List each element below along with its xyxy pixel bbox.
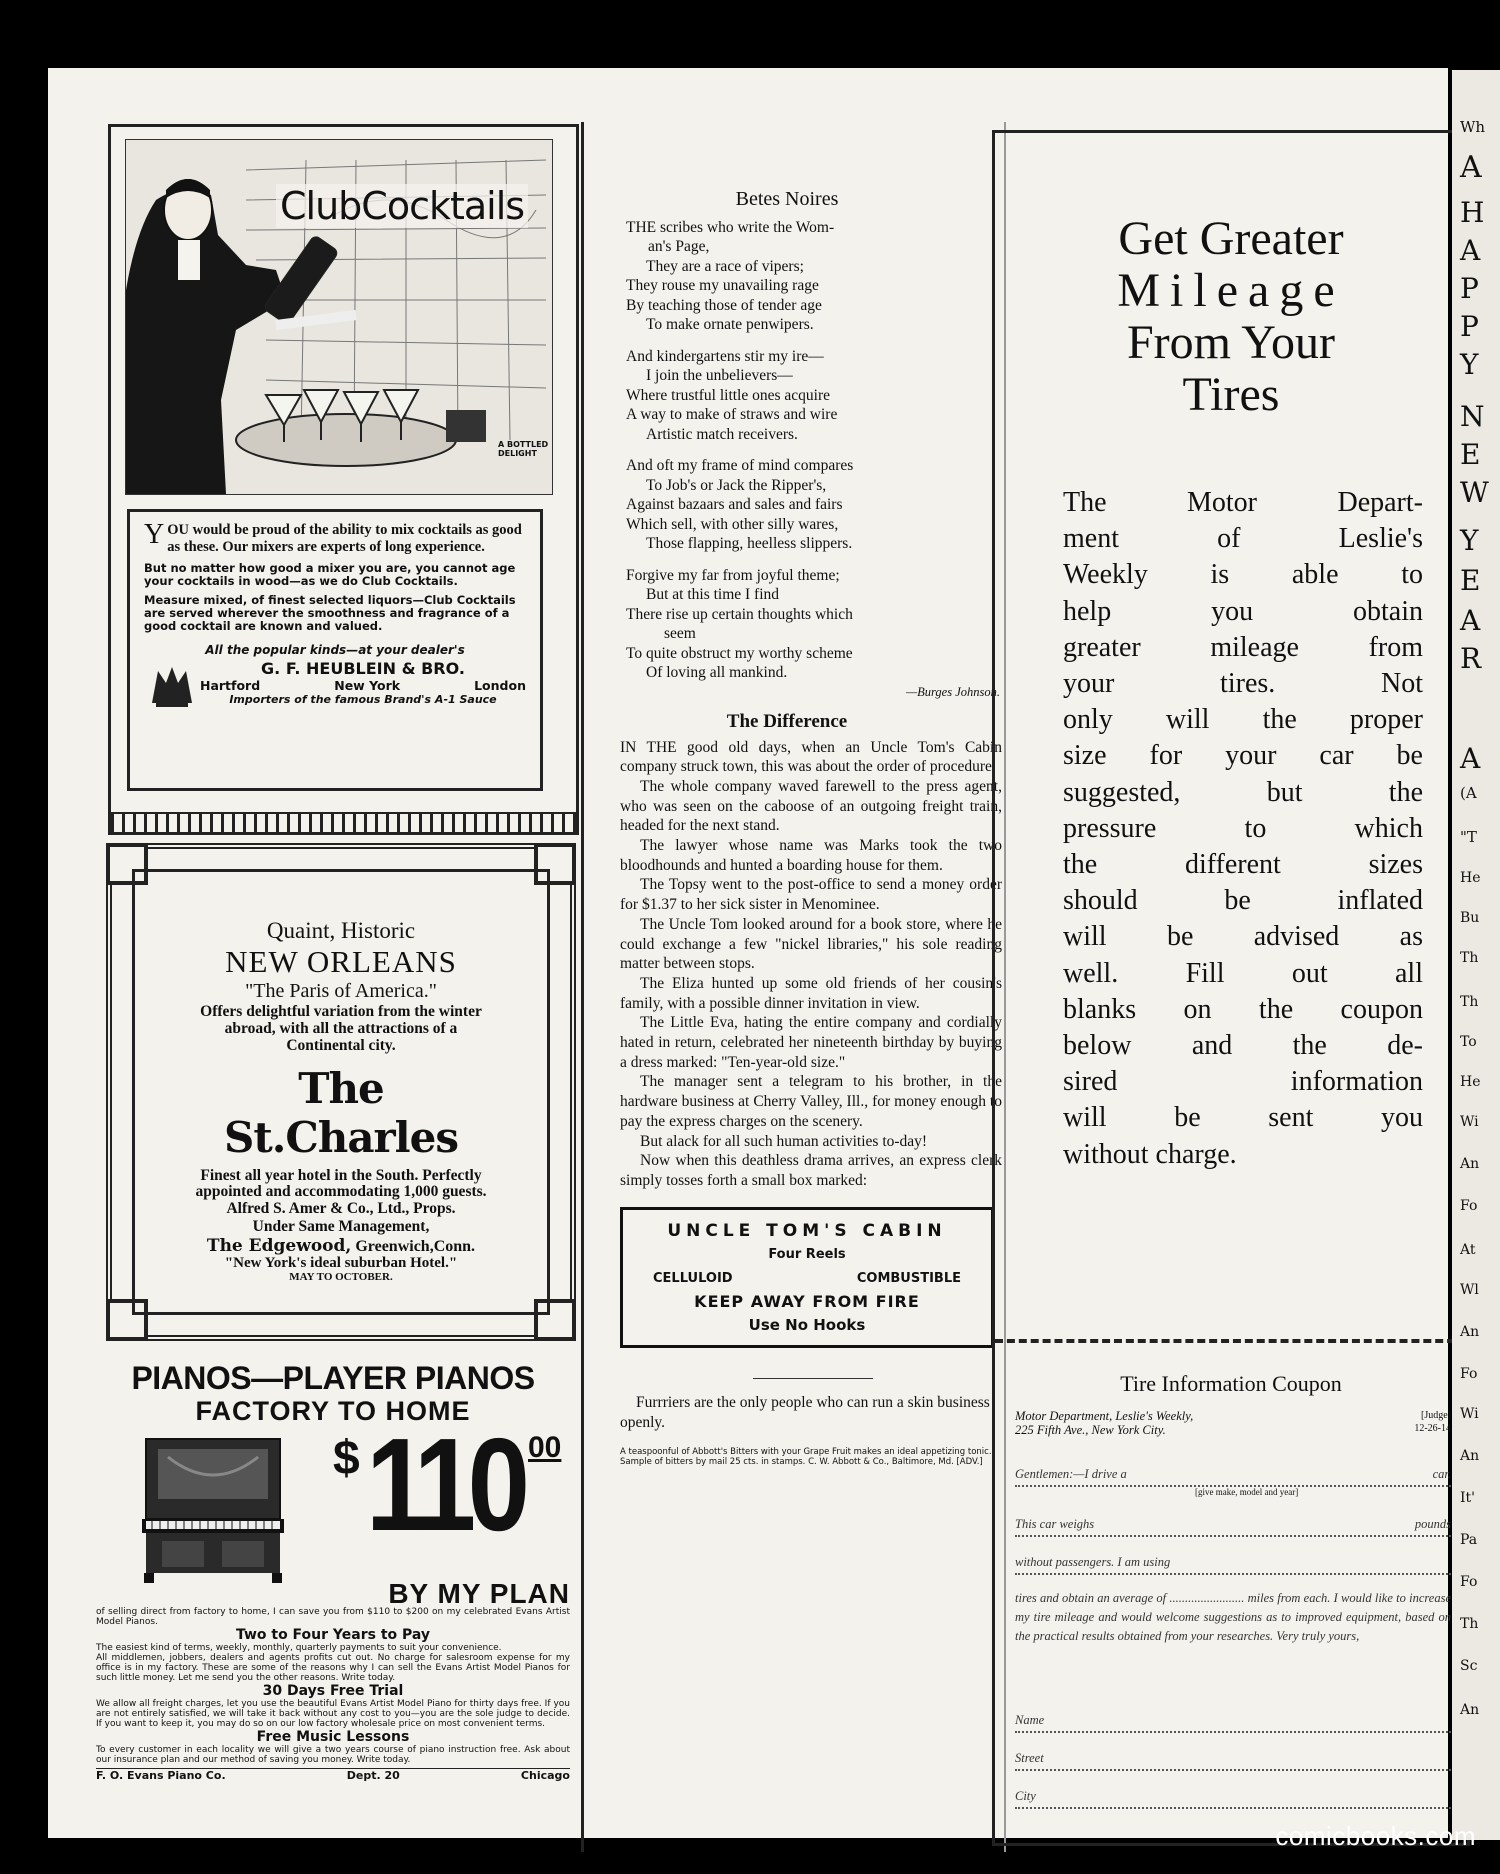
pounds-label: pounds: [1414, 1517, 1451, 1531]
adjacent-text: He: [1460, 1074, 1481, 1090]
club-city-newyork: New York: [334, 678, 401, 693]
adjacent-text: A: [1460, 234, 1481, 267]
poem-stanza: [626, 347, 1006, 445]
poem-line: But at this time I find: [646, 586, 780, 603]
piano-headline2: FACTORY TO HOME: [195, 1396, 471, 1426]
headline-line: Get Greater: [1118, 212, 1344, 265]
city-label: City: [1015, 1789, 1036, 1803]
body-line: well. Fill out all: [1063, 957, 1423, 989]
coupon-ref2: 12-26-14: [1414, 1423, 1451, 1434]
bottled-delight-label: A BOTTLED DELIGHT: [498, 440, 549, 458]
article-paragraph: The manager sent a telegram to his brother, in the hardware business at Cherry Valley, Ill., for money enough to pay the express charges on the scenery.: [620, 1073, 1002, 1130]
watermark: comicbooks.com: [1275, 1821, 1476, 1851]
adjacent-text: To: [1460, 1034, 1477, 1050]
abbott-ad: A teaspoonful of Abbott's Bitters with your Grape Fruit makes an ideal appetizing tonic. Sample of bitters by mail 25 cts. in stamps. C. W. Abbott & Co., Baltimore, Md. [ADV.]: [620, 1447, 992, 1467]
poem-line: Those flapping, heelless slippers.: [646, 535, 853, 552]
body-line: size for your car be: [1063, 740, 1423, 772]
adjacent-text: E: [1460, 564, 1481, 597]
coupon-cut-line: [995, 1339, 1467, 1343]
poem-line: By teaching those of tender age: [626, 296, 822, 314]
adjacent-text: Sc: [1460, 1658, 1478, 1674]
poem-stanza: [626, 218, 1006, 335]
poem-line: A way to make of straws and wire: [626, 406, 838, 423]
poem-line: To Job's or Jack the Ripper's,: [646, 476, 827, 494]
poem-stanza: [626, 566, 1006, 683]
body-line: suggested, but the: [1063, 776, 1423, 808]
adjacent-text: Th: [1460, 1616, 1479, 1632]
poem: [568, 218, 1006, 683]
adjacent-text: Wl: [1460, 1282, 1479, 1298]
article-paragraph: But alack for all such human activities to-day!: [640, 1132, 928, 1150]
adjacent-text: R: [1460, 642, 1482, 675]
heublein-crest-icon: [148, 663, 196, 709]
adjacent-text: Wi: [1460, 1406, 1479, 1422]
name-label: Name: [1015, 1713, 1045, 1727]
adjacent-text: At: [1460, 1242, 1476, 1258]
weighs-label: This car weighs: [1015, 1517, 1095, 1531]
box-line3b: COMBUSTIBLE: [856, 1270, 961, 1286]
body-line: will be sent you: [1063, 1102, 1423, 1134]
edgewood-place: Greenwich,Conn.: [355, 1238, 476, 1255]
box-line1: UNCLE TOM'S CABIN: [667, 1220, 947, 1241]
adjacent-text: An: [1460, 1324, 1480, 1340]
adjacent-text: H: [1460, 196, 1485, 229]
adjacent-text: Y: [1460, 524, 1479, 557]
piano-plan: BY MY PLAN: [388, 1578, 570, 1609]
club-title: ClubCocktails: [276, 184, 528, 228]
new-orleans-content: [132, 869, 550, 1315]
body-line: ment of Leslie's: [1063, 523, 1423, 555]
coupon-address2: 225 Fifth Ave., New York City.: [1015, 1423, 1166, 1437]
nola-line1: Quaint, Historic: [266, 918, 416, 943]
adjacent-text: Bu: [1460, 910, 1480, 926]
club-city-hartford: Hartford: [200, 678, 261, 693]
body-line: will be advised as: [1063, 921, 1423, 953]
piano-headline1: PIANOS—PLAYER PIANOS: [131, 1360, 535, 1396]
city-field[interactable]: [1015, 1789, 1451, 1809]
club-para1: OU would be proud of the ability to mix cocktails as good as these. Our mixers are experts of long experience.: [167, 522, 522, 555]
adjacent-text: An: [1460, 1448, 1480, 1464]
price-amount: 110: [366, 1411, 522, 1558]
piano-body3: All middlemen, jobbers, dealers and agents profits cut out. No charge for salesroom expense for my office is in my factory. These are some of the reasons why I can sell the Evans Artist Model Pianos for such little money. Let me send you the other reasons. Write today.: [96, 1653, 570, 1683]
body-line: blanks on the coupon: [1063, 993, 1423, 1025]
piano-sub1: Two to Four Years to Pay: [235, 1627, 431, 1643]
tire-headline: [995, 213, 1467, 421]
poem-line: I join the unbelievers—: [646, 367, 793, 384]
passengers-label: without passengers. I am using: [1015, 1555, 1171, 1569]
poem-line: Where trustful little ones acquire: [626, 386, 831, 404]
box-line3a: CELLULOID: [653, 1270, 733, 1286]
poem-line: Artistic match receivers.: [646, 425, 798, 443]
body-line: should be inflated: [1063, 885, 1423, 917]
piano-footer-dept: Dept. 20: [346, 1769, 400, 1782]
bartender-illustration: [125, 139, 553, 495]
coupon-ref1: [Judge]: [1421, 1410, 1451, 1421]
poem-line: And oft my frame of mind compares: [626, 457, 854, 474]
body-line: Weekly is able to: [1063, 559, 1423, 591]
adjacent-text: E: [1460, 438, 1481, 471]
body-line: only will the proper: [1063, 704, 1423, 736]
article-paragraph: The whole company waved farewell to the press agent, who was seen on the caboose of an outgoing freight train, headed for the next stand.: [620, 777, 1002, 835]
upright-piano-illustration: [138, 1433, 288, 1583]
headline-line: Tires: [1182, 368, 1280, 421]
street-field[interactable]: [1015, 1751, 1451, 1771]
article-paragraph: The Topsy went to the post-office to send a money order for $1.37 to her sick sister in Menominee.: [620, 876, 1002, 914]
coupon-title: Tire Information Coupon: [1120, 1371, 1342, 1396]
adjacent-text: Pa: [1460, 1532, 1478, 1548]
adjacent-text: It': [1460, 1490, 1476, 1506]
piano-body1: of selling direct from factory to home, I can save you from $110 to $200 on my celebrated Evans Artist Model Pianos.: [96, 1607, 570, 1627]
st-charles-hotel-name: The St.Charles: [224, 1064, 458, 1162]
tire-coupon[interactable]: [995, 1371, 1467, 1843]
car-label: car.: [1432, 1467, 1451, 1481]
adjacent-text: Fo: [1460, 1366, 1478, 1382]
headline-line: Mileage: [1117, 264, 1345, 317]
leslies-tire-ad: [992, 130, 1470, 1846]
adjacent-text: A: [1460, 604, 1481, 637]
article-paragraph: The Uncle Tom looked around for a book store, where he could exchange a few "nickel libraries," his sole reading matter between stops.: [620, 915, 1002, 973]
tires-used-field[interactable]: [1015, 1555, 1451, 1575]
club-text-box: [127, 509, 543, 791]
article-paragraph: Now when this deathless drama arrives, an express clerk simply tosses forth a small box marked:: [620, 1152, 1002, 1189]
poem-line: They rouse my unavailing rage: [626, 277, 819, 294]
difference-title: The Difference: [726, 711, 848, 732]
body-line: greater mileage from: [1063, 631, 1423, 663]
club-company: G. F. HEUBLEIN & BRO.: [261, 659, 465, 678]
poem-line: an's Page,: [648, 238, 710, 255]
poem-line: seem: [664, 625, 696, 642]
adjacent-text: Wi: [1460, 1114, 1479, 1130]
poem-author: —Burges Johnson.: [906, 684, 1000, 699]
uncle-toms-cabin-box: [620, 1207, 994, 1349]
poem-line: Forgive my far from joyful theme;: [626, 566, 840, 584]
article-paragraph: The Little Eva, hating the entire company and cordially hated in return, celebrated her nineteenth birthday by buying a dress marked: "Ten-year-old size.": [620, 1014, 1002, 1071]
poem-line: They are a race of vipers;: [646, 257, 804, 275]
piano-footer-city: Chicago: [520, 1769, 570, 1782]
coupon-body: tires and obtain an average of ........................ miles from each. I would like to increase my tire mileage and would welcome suggestions as to improved equipment, based on the practical results obtained from your researches. Very truly yours,: [1015, 1591, 1451, 1643]
separator: [753, 1378, 873, 1379]
furriers-joke: Furrriers are the only people who can run a skin business openly.: [620, 1394, 990, 1431]
difference-article: [568, 738, 1006, 1191]
piano-body5: To every customer in each locality we will give a two years course of piano instruction free. Ask about our insurance plan and our method of saving you money. Write today.: [96, 1745, 570, 1765]
nola-line3: "The Paris of America.": [245, 980, 437, 1002]
adjacent-text: "T: [1460, 828, 1477, 846]
piano-body4: We allow all freight charges, let you use the beautiful Evans Artist Model Piano for thirty days free. If you are not entirely satisfied, we will take it back without any cost to you—you are the sole judge to decide. If you want to keep it, you may do so on our low factory wholesale price on most convenient terms.: [96, 1699, 570, 1729]
adjacent-text: Th: [1460, 994, 1479, 1010]
text-column: [568, 128, 1006, 1848]
nola-mgmt: Under Same Management,: [252, 1218, 430, 1235]
poem-line: THE scribes who write the Wom-: [626, 218, 835, 236]
piano-footer-company: F. O. Evans Piano Co.: [96, 1769, 226, 1782]
adjacent-text: Fo: [1460, 1198, 1478, 1214]
poem-title: Betes Noires: [735, 188, 839, 210]
club-para3: Measure mixed, of finest selected liquors—Club Cocktails are served wherever the smoothness and fragrance of a good cocktail are known and valued.: [144, 593, 516, 633]
club-city-london: London: [474, 678, 526, 693]
article-paragraph: IN THE good old days, when an Uncle Tom's Cabin company struck town, this was about the order of procedure:: [620, 738, 1002, 776]
nola-desc: Finest all year hotel in the South. Perfectly appointed and accommodating 1,000 guests.: [195, 1167, 487, 1200]
nola-props: Alfred S. Amer & Co., Ltd., Props.: [226, 1200, 456, 1217]
adjacent-text: W: [1460, 476, 1489, 509]
poem-line: Of loving all mankind.: [646, 664, 788, 681]
adjacent-text: An: [1460, 1702, 1480, 1718]
adjacent-page-edge: [1452, 70, 1500, 1840]
box-line5: Use No Hooks: [748, 1315, 866, 1334]
tire-body: [1063, 485, 1423, 1173]
article-paragraph: The lawyer whose name was Marks took the two bloodhounds and hunted a boarding house for them.: [620, 837, 1002, 874]
adjacent-text: A: [1460, 150, 1482, 185]
gentlemen-label: Gentlemen:—I drive a: [1015, 1467, 1127, 1481]
body-line: below and the de-: [1063, 1030, 1423, 1062]
magazine-page: [48, 68, 1451, 1838]
give-make-hint: [give make, model and year]: [1195, 1487, 1299, 1497]
poem-stanza: [626, 456, 1006, 554]
poem-line: Which sell, with other silly wares,: [626, 515, 839, 533]
piano-body2: The easiest kind of terms, weekly, monthly, quarterly payments to suit your convenience.: [96, 1643, 502, 1653]
price-cents: 00: [528, 1431, 562, 1464]
adjacent-text: Wh: [1460, 118, 1486, 136]
box-line2: Four Reels: [768, 1247, 846, 1263]
nola-suburban: "New York's ideal suburban Hotel.": [224, 1255, 458, 1271]
article-paragraph: The Eliza hunted up some old friends of her cousin's family, with a possible dinner invitation in view.: [620, 974, 1002, 1012]
body-line: The Motor Depart-: [1063, 487, 1423, 518]
adjacent-text: Fo: [1460, 1574, 1478, 1590]
headline-line: From Your: [1126, 316, 1336, 369]
poem-line: To make ornate penwipers.: [646, 316, 814, 333]
new-orleans-ad: [106, 843, 576, 1341]
car-weight-field[interactable]: [1015, 1517, 1451, 1537]
piano-sub3: Free Music Lessons: [256, 1729, 410, 1745]
adjacent-text: A: [1460, 742, 1481, 775]
street-label: Street: [1015, 1751, 1044, 1765]
edgewood-name: The Edgewood,: [206, 1236, 352, 1256]
club-importers: Importers of the famous Brand's A-1 Sauce: [229, 693, 497, 706]
body-line: the different sizes: [1063, 849, 1423, 881]
adjacent-text: He: [1460, 870, 1481, 886]
body-line: sired information: [1063, 1066, 1423, 1098]
adjacent-text: N: [1460, 400, 1485, 433]
piano-sub2: 30 Days Free Trial: [262, 1683, 404, 1699]
poem-line: Against bazaars and sales and fairs: [626, 496, 843, 513]
poem-line: To quite obstruct my worthy scheme: [626, 644, 853, 662]
adjacent-text: (A: [1460, 784, 1477, 802]
coupon-address1: Motor Department, Leslie's Weekly,: [1015, 1409, 1194, 1423]
body-line: help you obtain: [1063, 595, 1423, 627]
nola-line2: NEW ORLEANS: [225, 944, 457, 979]
evans-piano-ad: [88, 1361, 578, 1856]
poem-line: And kindergartens stir my ire—: [626, 347, 824, 365]
nola-line4: Offers delightful variation from the winter abroad, with all the attractions of a Continental city.: [200, 1003, 482, 1054]
body-line: your tires. Not: [1063, 668, 1423, 700]
body-line: without charge.: [1063, 1138, 1237, 1170]
name-field[interactable]: [1015, 1713, 1451, 1733]
adjacent-text: P: [1460, 272, 1479, 305]
club-tagline: All the popular kinds—at your dealer's: [205, 643, 465, 657]
price-dollar: $: [333, 1432, 360, 1485]
adjacent-text: P: [1460, 310, 1479, 343]
box-line4: KEEP AWAY FROM FIRE: [694, 1292, 920, 1312]
poem-line: There rise up certain thoughts which: [626, 605, 853, 623]
adjacent-text: Th: [1460, 950, 1479, 966]
drop-cap: Y: [144, 519, 165, 550]
club-cocktails-ad: [108, 124, 579, 835]
nola-season: MAY TO OCTOBER.: [289, 1271, 393, 1283]
club-para2: But no matter how good a mixer you are, you cannot age your cocktails in wood—as we do Club Cocktails.: [144, 561, 516, 588]
decorative-border-strip: [111, 812, 576, 832]
adjacent-text: An: [1460, 1156, 1480, 1172]
body-line: pressure to which: [1063, 812, 1423, 844]
adjacent-text: Y: [1460, 348, 1479, 381]
car-make-field[interactable]: [1015, 1467, 1451, 1487]
